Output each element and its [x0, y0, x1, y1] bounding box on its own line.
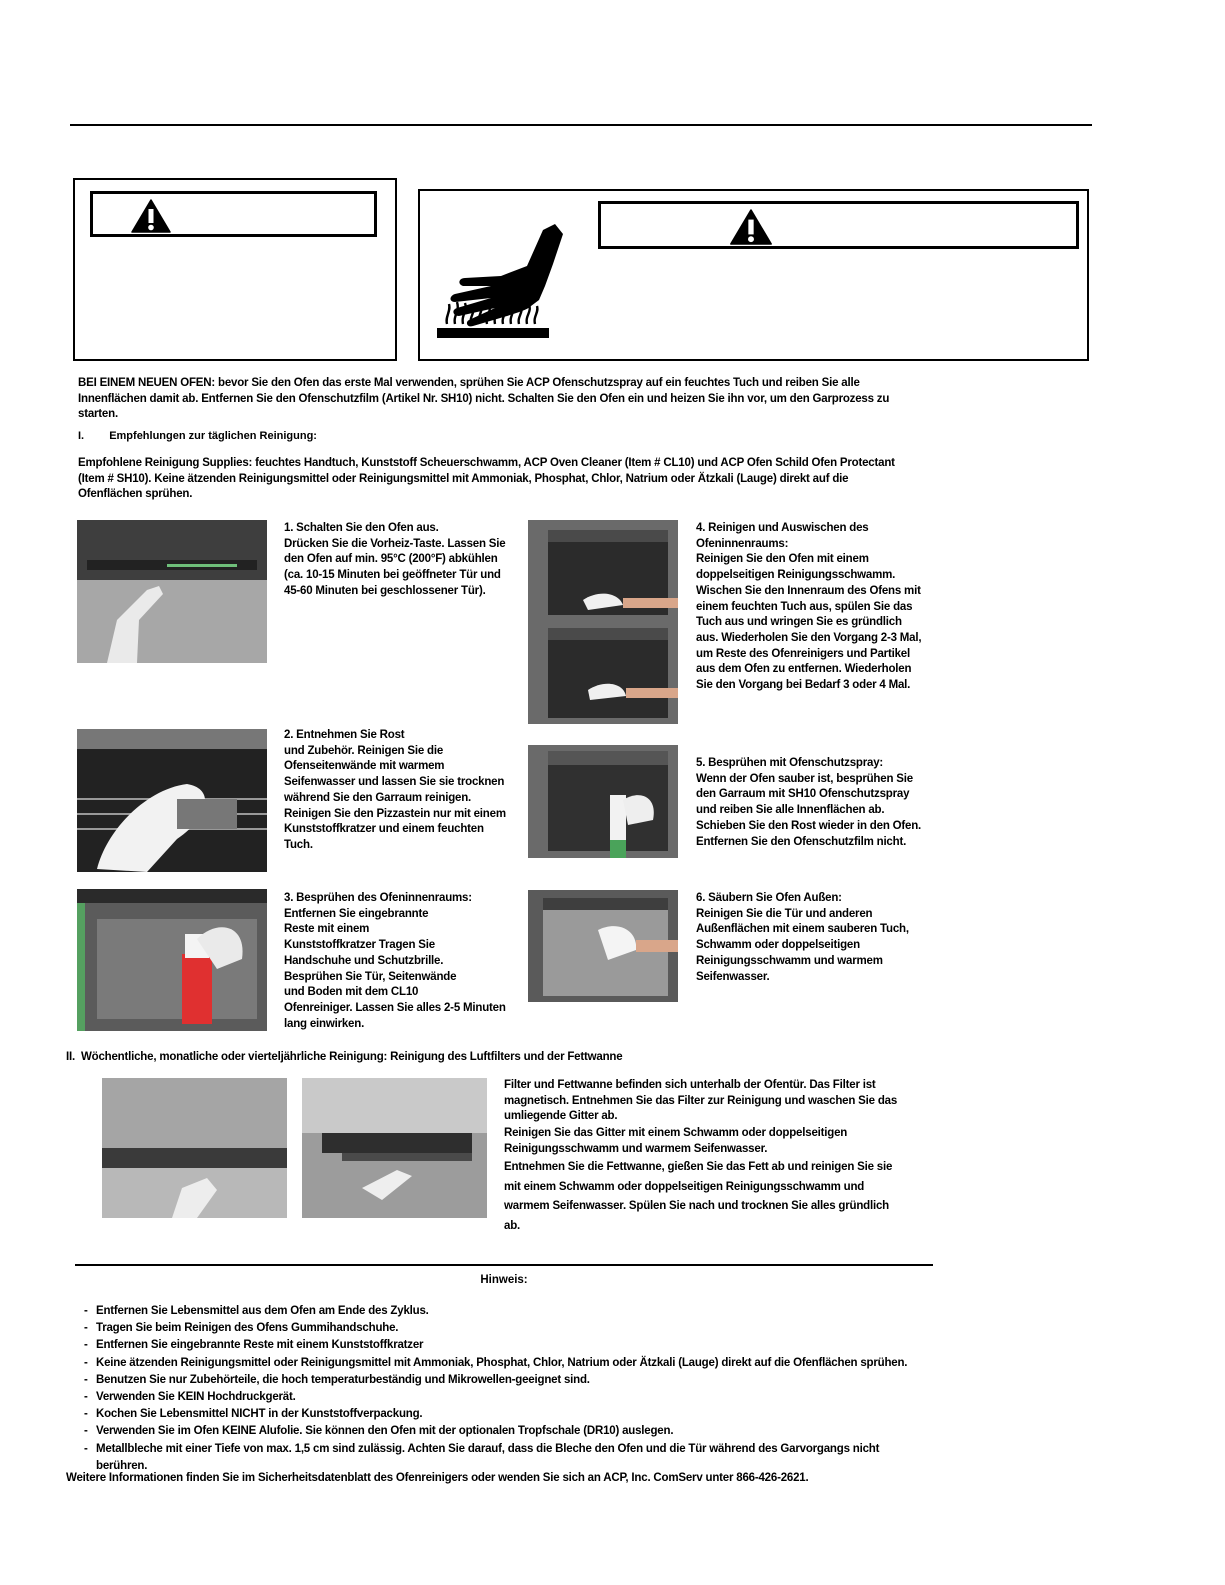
- intro-paragraph: BEI EINEM NEUEN OFEN: bevor Sie den Ofen das erste Mal verwenden, sprühen Sie ACP Ofenschutzspray auf ein feuchtes Tuch und reiben Sie alle Innenflächen damit ab. Entfernen Sie den Ofenschutzfilm (Artikel Nr. SH10) nicht. Schalten Sie den Ofen ein und heizen Sie ihn vor, um den Garprozess zu starten.: [78, 377, 890, 421]
- section-2-p1: Filter und Fettwanne befinden sich unterhalb der Ofentür. Das Filter ist magnetisch. Entnehmen Sie das Filter zur Reinigung und waschen Sie das umliegende Gitter ab.: [504, 1079, 898, 1123]
- photo-step-4a: [528, 520, 678, 620]
- hot-surface-hand-icon: [435, 219, 565, 341]
- photo-step-4b: [528, 620, 678, 724]
- step-1-body: Drücken Sie die Vorheiz-Taste. Lassen Sie den Ofen auf min. 95°C (200°F) abkühlen (ca. 10-15 Minuten bei geöffneter Tür und 45-60 Minuten bei geschlossener Tür).: [284, 537, 506, 597]
- step-2: [284, 728, 506, 854]
- section-2-heading: II. Wöchentliche, monatliche oder vierteljährliche Reinigung: Reinigung des Luftfilters und der Fettwanne: [66, 1051, 623, 1063]
- note-item: - Verwenden Sie KEIN Hochdruckgerät.: [82, 1389, 912, 1406]
- note-item: - Entfernen Sie Lebensmittel aus dem Ofen am Ende des Zyklus.: [82, 1303, 912, 1320]
- step-1-title: 1. Schalten Sie den Ofen aus.: [284, 522, 439, 534]
- section-2-p3: Entnehmen Sie die Fettwanne, gießen Sie das Fett ab und reinigen Sie sie mit einem Schwamm oder doppelseitigen Reinigungsschwamm und warmem Seifenwasser. Spülen Sie nach und trocknen Sie alles gründlich ab.: [504, 1161, 893, 1232]
- header-rule: [70, 124, 1092, 126]
- step-6: [696, 891, 924, 985]
- note-item: - Entfernen Sie eingebrannte Reste mit einem Kunststoffkratzer: [82, 1337, 912, 1354]
- step-3-body: Entfernen Sie eingebrannte Reste mit einem Kunststoffkratzer Tragen Sie Handschuhe und Schutzbrille. Besprühen Sie Tür, Seitenwände und Boden mit dem CL10: [284, 907, 457, 999]
- photo-filter-2: [302, 1078, 487, 1218]
- step-4-title: 4. Reinigen und Auswischen des Ofeninnenraums:: [696, 522, 869, 550]
- step-5: [696, 756, 926, 850]
- notes-rule: [75, 1264, 933, 1266]
- note-item: - Keine ätzenden Reinigungsmittel oder Reinigungsmittel mit Ammoniak, Phosphat, Chlor, Natrium oder Ätzkali (Lauge) direkt auf die Ofenflächen sprühen.: [82, 1355, 912, 1372]
- footer-text: Weitere Informationen finden Sie im Sicherheitsdatenblatt des Ofenreinigers oder wenden Sie sich an ACP, Inc. ComServ unter 866-426-2621.: [66, 1472, 809, 1484]
- photo-step-3: [77, 889, 267, 1031]
- warning-triangle-icon: [131, 199, 171, 233]
- photo-filter-1: [102, 1078, 287, 1218]
- note-item: - Tragen Sie beim Reinigen des Ofens Gummihandschuhe.: [82, 1320, 912, 1337]
- step-5-title: 5. Besprühen mit Ofenschutzspray:: [696, 757, 884, 769]
- section-1-title: Empfehlungen zur täglichen Reinigung:: [109, 430, 317, 442]
- step-3-body-2: Ofenreiniger. Lassen Sie alles 2-5 Minuten lang einwirken.: [284, 1001, 506, 1030]
- note-item: - Verwenden Sie im Ofen KEINE Alufolie. Sie können den Ofen mit der optionalen Tropfschale (DR10) auslegen.: [82, 1423, 912, 1440]
- notes-list: [82, 1303, 912, 1475]
- step-3-title: 3. Besprühen des Ofeninnenraums:: [284, 892, 472, 904]
- note-item: - Kochen Sie Lebensmittel NICHT in der Kunststoffverpackung.: [82, 1406, 912, 1423]
- note-item: - Metallbleche mit einer Tiefe von max. 1,5 cm sind zulässig. Achten Sie darauf, dass die Bleche den Ofen und die Tür während des Garvorgangs nicht berühren.: [82, 1441, 912, 1475]
- section-2-p2: Reinigen Sie das Gitter mit einem Schwamm oder doppelseitigen Reinigungsschwamm und warmem Seifenwasser.: [504, 1127, 848, 1155]
- step-3: [284, 891, 518, 1032]
- photo-step-5: [528, 745, 678, 858]
- warning-box-left: [73, 178, 397, 361]
- warning-banner-right: [598, 201, 1079, 249]
- warning-banner-left: [90, 191, 377, 237]
- step-1: [284, 521, 514, 600]
- photo-step-6: [528, 890, 678, 1002]
- section-1-number: I.: [78, 430, 85, 442]
- step-6-body: Reinigen Sie die Tür und anderen Außenflächen mit einem sauberen Tuch, Schwamm oder doppelseitigen Reinigungsschwamm und warmem Seifenwasser.: [696, 907, 909, 983]
- warning-box-right: [418, 189, 1089, 361]
- step-6-title: 6. Säubern Sie Ofen Außen:: [696, 892, 842, 904]
- step-4-body: Reinigen Sie den Ofen mit einem doppelseitigen Reinigungsschwamm. Wischen Sie den Innenraum des Ofens mit einem feuchten Tuch aus, spülen Sie das Tuch aus und wringen Sie es gründlich aus. Wiederholen Sie den Vorgang 2-3 Mal, um Reste des Ofenreinigers und Partikel aus dem Ofen zu entfernen. Wiederholen Sie den Vorgang bei Bedarf 3 oder 4 Mal.: [696, 553, 922, 692]
- warning-triangle-icon: [729, 209, 773, 245]
- photo-step-2: [77, 729, 267, 872]
- step-5-body: Wenn der Ofen sauber ist, besprühen Sie den Garraum mit SH10 Ofenschutzspray und reiben Sie alle Innenflächen ab. Schieben Sie den Rost wieder in den Ofen. Entfernen Sie den Ofenschutzfilm nicht.: [696, 772, 922, 848]
- photo-step-1: [77, 520, 267, 663]
- step-2-body: und Zubehör. Reinigen Sie die Ofenseitenwände mit warmem Seifenwasser und lassen Sie sie trocknen während Sie den Garraum reinigen. Reinigen Sie den Pizzastein nur mit einem Kunststoffkratzer und einem feuchten Tuch.: [284, 744, 506, 851]
- step-4: [696, 521, 924, 694]
- section-1-heading: [78, 430, 317, 442]
- supplies-paragraph: Empfohlene Reinigung Supplies: feuchtes Handtuch, Kunststoff Scheuerschwamm, ACP Oven Cleaner (Item # CL10) und ACP Ofen Schild Ofen Protectant (Item # SH10). Keine ätzenden Reinigungsmittel oder Reinigungsmittel mit Ammoniak, Phosphat, Chlor, Natrium oder Ätzkali (Lauge) direkt auf die Ofenflächen sprühen.: [78, 457, 895, 501]
- note-item: - Benutzen Sie nur Zubehörteile, die hoch temperaturbeständig und Mikrowellen-geeignet sind.: [82, 1372, 912, 1389]
- notes-title: Hinweis:: [480, 1274, 528, 1286]
- step-2-title: 2. Entnehmen Sie Rost: [284, 729, 405, 741]
